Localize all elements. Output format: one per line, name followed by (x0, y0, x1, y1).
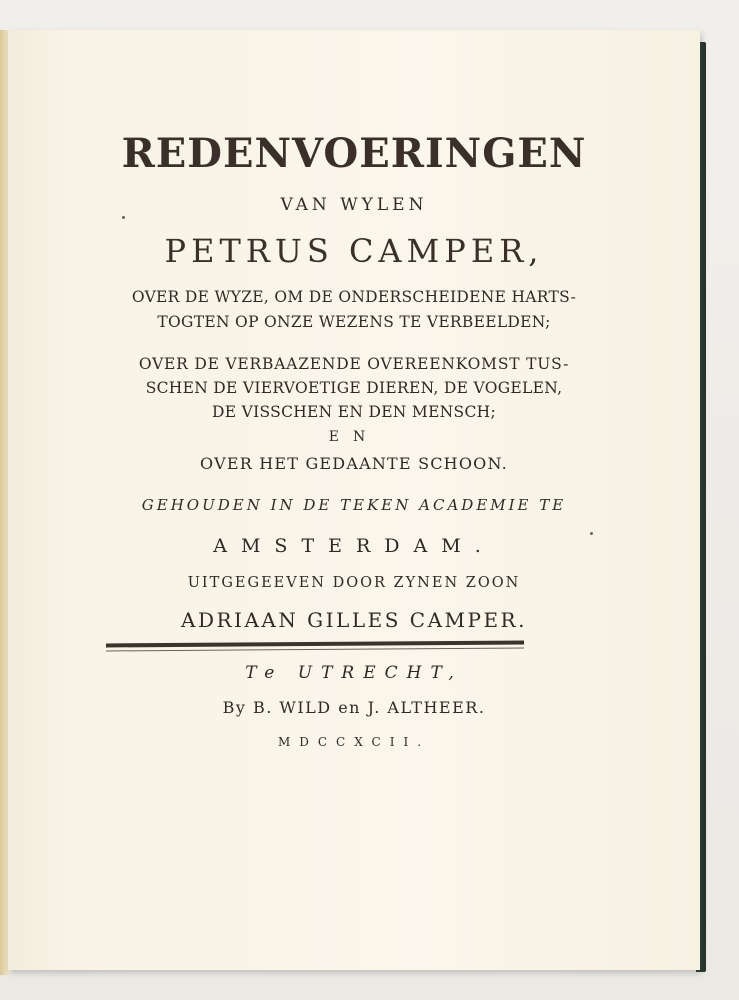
title-page (8, 30, 700, 970)
topic2-line3: DE VISSCHEN EN DEN MENSCH; (212, 403, 496, 421)
editor-name: ADRIAAN GILLES CAMPER. (181, 608, 527, 632)
published-by-line: UITGEGEEVEN DOOR ZYNEN ZOON (187, 575, 521, 591)
divider-rule (106, 641, 524, 648)
topic1-line1: OVER DE WYZE, OM DE ONDERSCHEIDENE HARTS- (131, 288, 577, 306)
van-wylen-line: VAN WYLEN (280, 195, 428, 215)
imprint-year: MDCCXCII. (277, 735, 431, 749)
topic3-line: OVER HET GEDAANTE SCHOON. (200, 454, 508, 473)
author-name: PETRUS CAMPER, (164, 232, 544, 270)
topic1-line2: TOGTEN OP ONZE WEZENS TE VERBEELDEN; (157, 313, 551, 331)
city-line: AMSTERDAM. (213, 535, 495, 557)
imprint-place: Te UTRECHT, (245, 663, 463, 683)
topic2-line2: SCHEN DE VIERVOETIGE DIEREN, DE VOGELEN, (145, 379, 563, 397)
topic2-line1: OVER DE VERBAAZENDE OVEREENKOMST TUS- (138, 355, 570, 373)
paper-speck (590, 532, 593, 535)
divider-rule-thin (106, 648, 524, 652)
paper-speck (122, 216, 125, 219)
imprint-printers: By B. WILD en J. ALTHEER. (222, 698, 486, 717)
conjunction-en: EN (328, 429, 380, 445)
held-at-line: GEHOUDEN IN DE TEKEN ACADEMIE TE (141, 496, 567, 514)
book-title: REDENVOERINGEN (121, 130, 587, 177)
